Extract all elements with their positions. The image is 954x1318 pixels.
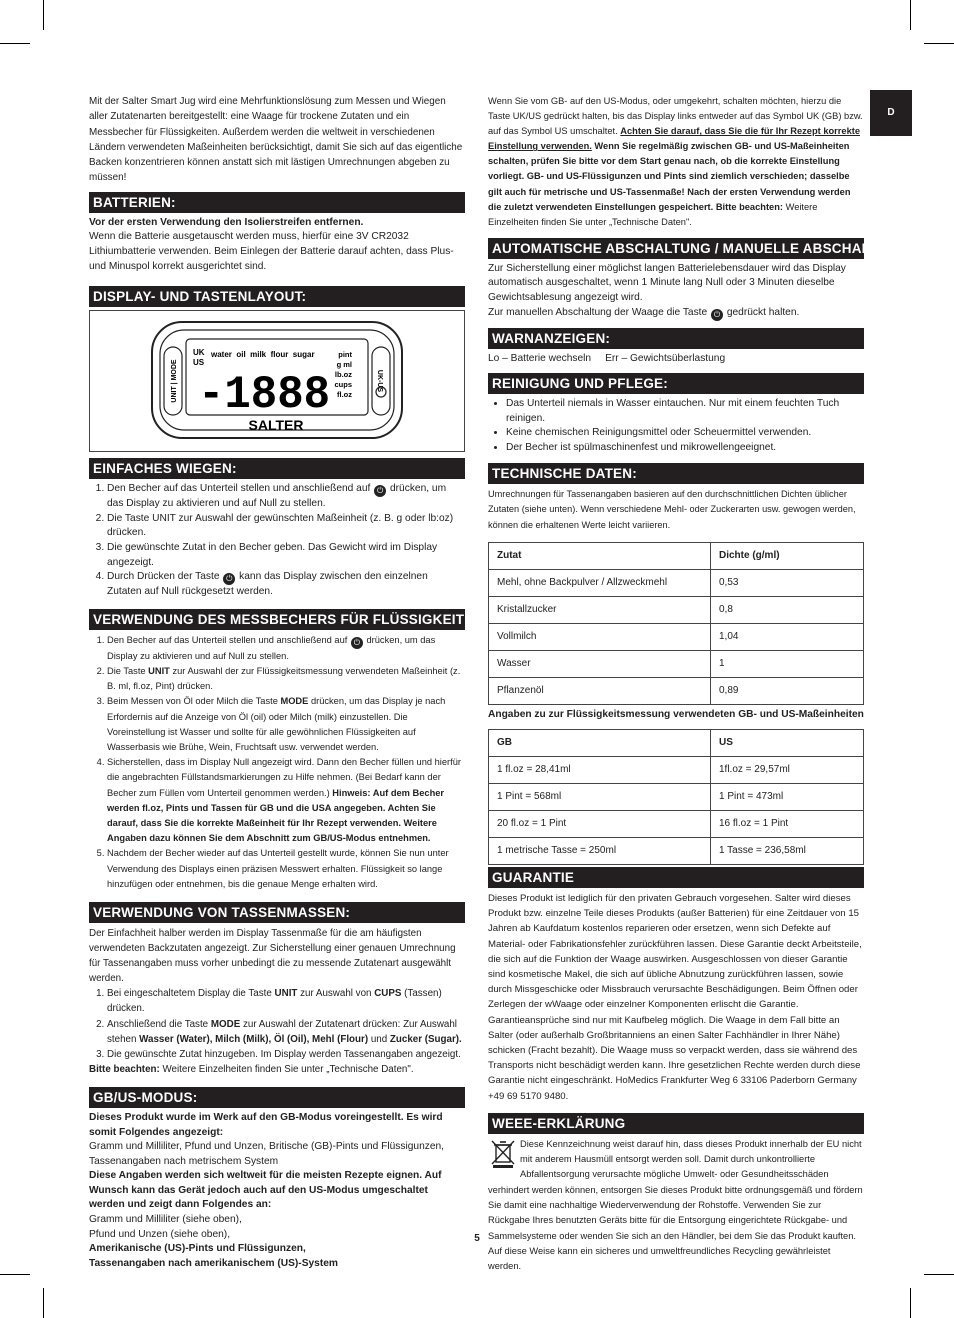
crop-mark [43,0,44,30]
gbus-p1: Dieses Produkt wurde im Werk auf den GB-Modus voreingestellt. Es wird somit Folgendes angezeigt: [89,1111,443,1138]
crop-mark [0,43,30,44]
list-item: • Der Becher ist spülmaschinenfest und mikrowellengeeignet. [506,441,864,456]
crop-mark [924,43,954,44]
weee-text: Diese Kennzeichnung weist darauf hin, dass dieses Produkt innerhalb der EU nicht mit anderem Hausmüll entsorgt werden soll. Damit durch unkontrollierte Abfallentsorgung verursachte mögliche Umwelt- oder Gesundheitsschäden verhindert werden können, entsorgen Sie dieses Produkt bitte ordnungsgemäß und fördern Sie damit eine nachhaltige Wiederverwendung der Rohstoffe. Verwenden Sie zur Rückgabe Ihres benutzten Geräts bitte für die Entsorgung eingerichtete Rückgabe- und Sammelsysteme oder wenden Sie sich an den Händler, bei dem Sie das Produkt kauften. Auf diese Weise kann ein sicheres und umweltfreundliches Recycling gewährleistet werden. [488,1138,863,1272]
table-row: Mehl, ohne Backpulver / Allzweckmehl 0,53 [489,570,864,597]
table-header-row [489,543,864,570]
list-item: 3. Die gewünschte Zutat in den Becher geben. Das Gewicht wird im Display angezeigt. [107,541,465,570]
section-header-garantie: GUARANTIE [488,867,864,888]
intro-text: Mit der Salter Smart Jug wird eine Mehrfunktionslösung zum Messen und Wiegen aller Zutatenarten bereitgestellt: eine Waage für trockene Zutaten und ein Messbecher für Flüssigkeiten. Außerdem werden die weltweit in verschiedenen Ländern verwendeten Maßeinheiten berücksichtigt, damit Sie sich auf das eigentliche Backen konzentrieren können anstatt sich mit lästigen Umrechnungen abgeben zu müssen! [89,96,463,184]
list-item: 1. Den Becher auf das Unterteil stellen und anschließend auf ⏻ drücken, um das Display zu aktivieren und auf Null zu stellen. [107,482,465,512]
gbus-p5: Pfund und Unzen (siehe oben), [89,1228,231,1240]
section-header-weee: WEEE-ERKLÄRUNG [488,1113,864,1134]
warn-lo: Lo – Batterie wechseln [488,352,592,364]
section-header-fluessig: VERWENDUNG DES MESSBECHERS FÜR FLÜSSIGKEITEN: [89,609,465,630]
batterien-bold: Vor der ersten Verwendung den Isolierstreifen entfernen. [89,216,364,228]
table-row: 1 metrische Tasse = 250ml 1 Tasse = 236,58ml [489,837,864,864]
gbus-p7: Tassenangaben nach amerikanischem (US)-System [89,1257,338,1269]
table-header-cell: US [711,729,864,756]
power-icon: ⏻ [223,573,235,585]
gbus-table-caption: Angaben zu zur Flüssigkeitsmessung verwendeten GB- und US-Maßeinheiten [488,709,864,721]
power-icon: ⏻ [351,637,363,649]
list-item: 5. Nachdem der Becher wieder auf das Unterteil gestellt wurde, können Sie nun unter Verwendung des Displays einen präzisen Messwert erhalten. Flüssigkeit so lange hinzufügen oder entnehmen, bis die genaue Menge erhalten wird. [107,846,465,892]
power-icon: ⏻ [374,485,386,497]
abschaltung-p1: Zur Sicherstellung einer möglichst langen Batterielebensdauer wird das Display automatisch ausgeschaltet, wenn 1 Minute lang Null oder 3 Minuten dieselbe Gewichtsablesung angezeigt wird. [488,262,846,304]
table-row: Vollmilch 1,04 [489,624,864,651]
crop-mark [910,1288,911,1318]
power-icon: ⏻ [711,309,723,321]
right-column [488,94,913,1274]
table-row: 1 Pint = 568ml 1 Pint = 473ml [489,783,864,810]
section-header-reinigung: REINIGUNG UND PFLEGE: [488,373,864,394]
crop-mark [924,1274,954,1275]
ukus-text: Wenn Sie vom GB- auf den US-Modus, oder umgekehrt, schalten möchten, hierzu die Taste UK/US gedrückt halten, bis das Display links entweder auf das Symbol UK (GB) bzw. auf das Symbol US umschaltet. Achten Sie darauf, dass Sie die für Ihr Rezept korrekte Einstellung verwenden. Wenn Sie regelmäßig zwischen GB- und US-Maßeinheiten schalten, prüfen Sie bitte vor dem Start genau nach, ob die korrekte Einstellung vorliegt. GB- und US-Flüssigunzen und Pints sind ziemlich verschieden; dasselbe gilt auch für metrische und US-Tassenmaße! Nach der ersten Verwendung werden die zuletzt verwendeten Einstellungen gespeichert. Bitte beachten: Weitere Einzelheiten finden Sie unter „Technische Daten". [488,96,863,227]
garantie-text: Dieses Produkt ist lediglich für den privaten Gebrauch vorgesehen. Salter wird dieses Produkt bzw. einzelne Teile dieses Produkts (außer Batterien) für eine Zeitdauer von 15 Jahren ab Kaufdatum kostenlos reparieren oder ersetzen, wenn sich Defekte auf Material- oder Fabrikationsfehler zurückführen lassen. Diese Garantie deckt Arbeitsteile, die sich auf die Funktion der Waage auswirken. Ausgeschlossen von dieser Garantie sind kosmetische Makel, die sich auf übliche Abnutzung zurückführen lassen, sowie durch Missgeschicke oder Missbrauch verursachte Beschädigungen. Beim Öffnen oder Zerlegen der wWaage oder einzelner Komponenten erlischt die Garantie. Garantieansprüche sind nur mit Kaufbeleg möglich. Die Waage in dem Fall bitte an Salter (oder außerhalb Großbritanniens an einen Salter Fachhändler in Ihrer Nähe) schicken (Fracht bezahlt). Die Waage muss so verpackt werden, dass sie während des Transports nicht beschädigt werden kann. Ihre gesetzlichen Rechte werden durch diese Garantie nicht eingeschränkt. HoMedics Frankfurter Weg 6 33106 Paderborn Germany +49 69 5170 9480. [488,892,862,1102]
unit-label: fl.oz [337,390,352,400]
unit-label: cups [334,380,352,390]
weee-bin-icon [490,1139,516,1169]
tassen-list [89,986,465,1061]
page-number: 5 [474,1233,480,1244]
abschaltung-p2: Zur manuellen Abschaltung der Waage die Taste ⏻ gedrückt halten. [488,306,800,319]
weee-block [488,1137,864,1275]
crop-mark [0,1274,30,1275]
tassen-intro: Der Einfachheit halber werden im Display Tassenmaße für die am häufigsten verwendeten Backzutaten angezeigt. Zur Sicherstellung einer genauen Umrechnung für Tassenangaben muss vorher unbedingt die zu messende Zutatenart ausgewählt werden. [89,927,456,985]
section-header-batterien: BATTERIEN: [89,192,465,213]
tassen-note: Bitte beachten: Weitere Einzelheiten finden Sie unter „Technische Daten". [89,1063,414,1075]
ingredient-labels: water oil milk flour sugar [211,350,315,360]
list-item: 2. Die Taste UNIT zur Auswahl der zur Flüssigkeitsmessung verwendeten Maßeinheit (z. B. ml, fl.oz, Pint) drücken. [107,664,465,694]
density-table [488,542,864,705]
unit-label: lb.oz [334,370,352,380]
section-header-warn: WARNANZEIGEN: [488,328,864,349]
gbus-p2: Gramm und Milliliter, Pfund und Unzen, Britische (GB)-Pints und Flüssigunzen, Tassenangaben nach metrischem System [89,1141,445,1167]
section-header-technische: TECHNISCHE DATEN: [488,463,864,484]
table-row: Pflanzenöl 0,89 [489,678,864,705]
section-header-display: DISPLAY- UND TASTENLAYOUT: [89,286,465,307]
display-illustration [89,310,465,452]
table-row: Wasser 1 [489,651,864,678]
technische-intro: Umrechnungen für Tassenangaben basieren auf den durchschnittlichen Dichten üblicher Zutaten (siehe unten). Wenn verschiedene Mehl- oder Zuckerarten usw. gewogen werden, können die erhaltenen Werte leicht variieren. [488,488,856,530]
warn-line [488,352,864,367]
left-button-label[interactable]: UNIT | MODE [171,359,178,403]
list-item: 4. Sicherstellen, dass im Display Null angezeigt wird. Dann den Becher füllen und hierfür die angebrachten Füllstandsmarkierungen zu Hilfe nehmen. (Bei Bedarf kann der Becher zum Füllen vom Unterteil genommen werden.) Hinweis: Auf dem Becher werden fl.oz, Pints und Tassen für GB und die USA angegeben. Achten Sie darauf, dass Sie die korrekte Maßeinheit für Ihr Rezept verwenden. Weitere Angaben dazu können Sie dem Abschnitt zum GB/US-Modus entnehmen. [107,755,465,846]
list-item: 1. Bei eingeschaltetem Display die Taste UNIT zur Auswahl von CUPS (Tassen) drücken. [107,986,465,1016]
crop-mark [910,0,911,30]
unit-label: pint [338,350,352,360]
list-item: 3. Die gewünschte Zutat hinzugeben. Im Display werden Tassenangaben angezeigt. [107,1047,465,1062]
lcd-digits: -1888 [198,369,330,422]
language-tab: D [870,90,912,136]
us-label: US [193,358,205,368]
unit-label: g ml [336,360,352,370]
list-item: • Keine chemischen Reinigungsmittel oder Scheuermittel verwenden. [506,426,864,441]
table-header-cell: Dichte (g/ml) [711,543,864,570]
list-item: 1. Den Becher auf das Unterteil stellen und anschließend auf ⏻ drücken, um das Display zu aktivieren und auf Null zu stellen. [107,633,465,664]
table-row: 20 fl.oz = 1 Pint 16 fl.oz = 1 Pint [489,810,864,837]
right-button-label[interactable]: UK-US [376,370,383,393]
section-header-gbus: GB/US-MODUS: [89,1087,465,1108]
left-column [89,94,489,1271]
gbus-p3: Diese Angaben werden sich weltweit für die meisten Rezepte eignen. Auf Wunsch kann das Gerät jedoch auch auf den US-Modus umgeschaltet werden und zeigt dann Folgendes an: [89,1170,442,1211]
uk-label: UK [193,348,205,358]
list-item: 2. Anschließend die Taste MODE zur Auswahl der Zutatenart drücken: Zur Auswahl stehen Wasser (Water), Milch (Milk), Öl (Oil), Mehl (Flour) und Zucker (Sugar). [107,1017,465,1047]
table-header-cell: Zutat [489,543,711,570]
list-item: 3. Beim Messen von Öl oder Milch die Taste MODE drücken, um das Display je nach Erfordernis auf die Anzeige von Öl (oil) oder Milch (milk) einzustellen. Die Voreinstellung ist Wasser und sollte für alle gewöhnlichen Flüssigkeiten auf Wasserbasis wie Brühe, Wein, Fruchtsaft usw. verwendet werden. [107,694,465,755]
gbus-p6: Amerikanische (US)-Pints und Flüssigunzen, [89,1243,306,1255]
table-row: Kristallzucker 0,8 [489,597,864,624]
list-item: • Das Unterteil niemals in Wasser eintauchen. Nur mit einem feuchten Tuch reinigen. [506,397,864,426]
warn-err: Err – Gewichtsüberlastung [605,352,726,364]
brand-logo: SALTER [248,417,304,434]
batterien-text: Wenn die Batterie ausgetauscht werden muss, hierfür eine 3V CR2032 Lithiumbatterie verwenden. Beim Einlegen der Batterie darauf achten, dass Plus- und Minuspol korrekt ausgerichtet sind. [89,231,454,272]
section-header-einfaches: EINFACHES WIEGEN: [89,458,465,479]
fluessig-list [89,633,465,892]
table-header-cell: GB [489,729,711,756]
table-row: 1 fl.oz = 28,41ml 1fl.oz = 29,57ml [489,756,864,783]
section-header-abschaltung: AUTOMATISCHE ABSCHALTUNG / MANUELLE ABSCHALTUNG: [488,238,864,259]
list-item: 2. Die Taste UNIT zur Auswahl der gewünschten Maßeinheit (z. B. g oder lb:oz) drücken. [107,512,465,541]
section-header-tassen: VERWENDUNG VON TASSENMASSEN: [89,902,465,923]
reinigung-list [488,397,864,455]
crop-mark [43,1288,44,1318]
gbus-p4: Gramm und Milliliter (siehe oben), [89,1214,242,1226]
list-item: 4. Durch Drücken der Taste ⏻ kann das Display zwischen den einzelnen Zutaten auf Null rückgesetzt werden. [107,570,465,600]
einfaches-list [89,482,465,600]
display-svg [90,311,464,451]
table-header-row [489,729,864,756]
gbus-table [488,729,864,865]
